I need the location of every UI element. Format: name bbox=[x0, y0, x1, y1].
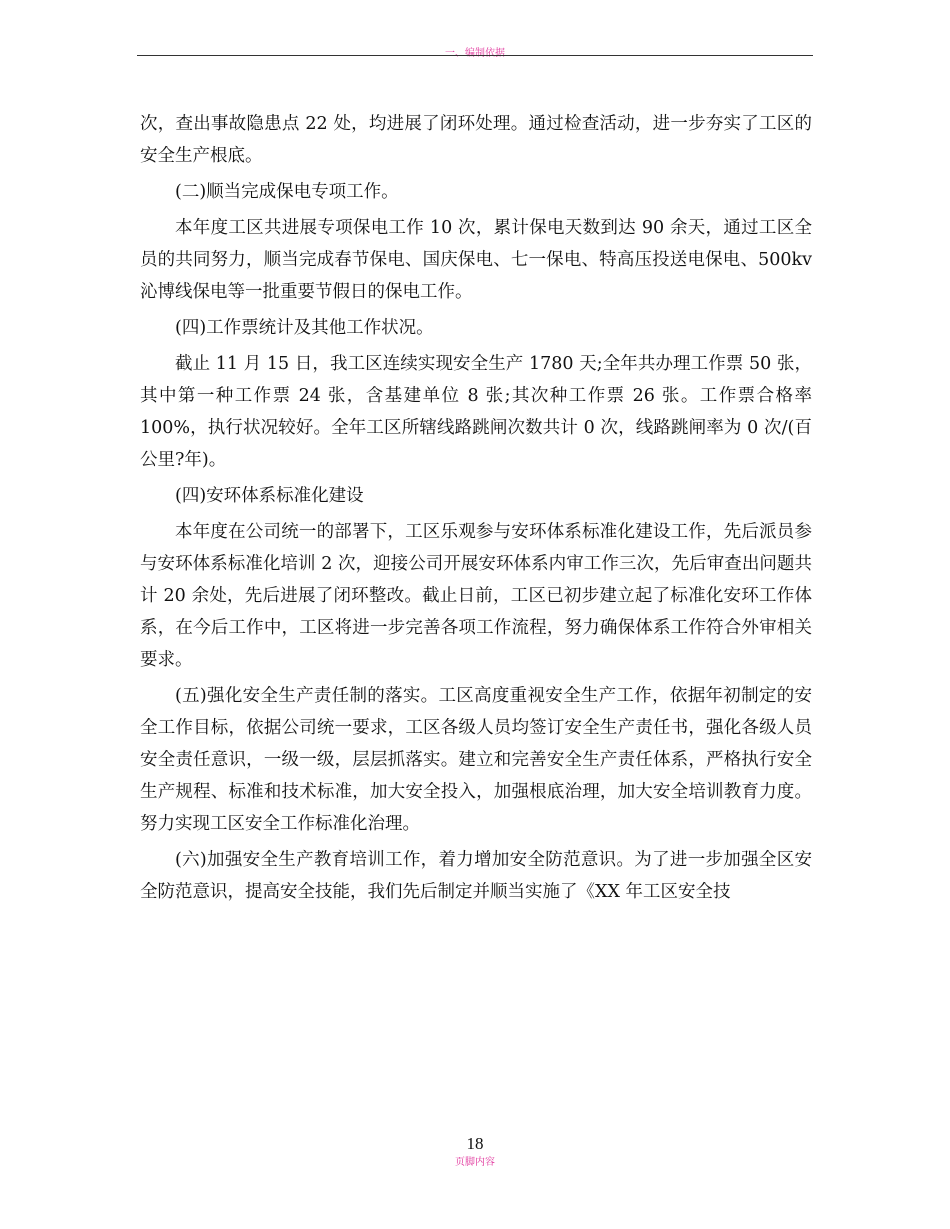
paragraph-responsibility: (五)强化安全生产责任制的落实。工区高度重视安全生产工作，依据年初制定的安全工作目标，依据公司统一要求，工区各级人员均签订安全生产责任书，强化各级人员安全责任意识，一级一级，层层抓落实。建立和完善安全生产责任体系，严格执行安全生产规程、标准和技术标准，加大安全投入，加强根底治理，加大安全培训教育力度。努力实现工区安全工作标准化治理。 bbox=[140, 686, 812, 834]
section-heading-power-supply: (二)顺当完成保电专项工作。 bbox=[175, 182, 399, 202]
page-footer: 页脚内容 bbox=[455, 1157, 495, 1168]
page-header: 一、编制依据 bbox=[445, 48, 505, 59]
paragraph-standardization: 本年度在公司统一的部署下，工区乐观参与安环体系标准化建设工作，先后派员参与安环体系标准化培训 2 次，迎接公司开展安环体系内审工作三次，先后审查出问题共计 20 余处，先后进展了闭环整改。截止日前，工区已初步建立起了标准化安环工作体系，在今后工作中，工区将进一步完善各项工作流程，努力确保体系工作符合外审相关要求。 bbox=[140, 522, 812, 670]
paragraph-continuation: 次，查出事故隐患点 22 处，均进展了闭环处理。通过检查活动，进一步夯实了工区的安全生产根底。 bbox=[140, 114, 812, 166]
page-number: 18 bbox=[466, 1134, 484, 1153]
section-heading-work-tickets: (四)工作票统计及其他工作状况。 bbox=[175, 318, 434, 338]
paragraph-training: (六)加强安全生产教育培训工作，着力增加安全防范意识。为了进一步加强全区安全防范意识，提高安全技能，我们先后制定并顺当实施了《XX 年工区安全技 bbox=[140, 850, 812, 902]
document-body bbox=[140, 108, 812, 912]
section-heading-standardization: (四)安环体系标准化建设 bbox=[175, 486, 364, 506]
paragraph-power-supply: 本年度工区共进展专项保电工作 10 次，累计保电天数到达 90 余天，通过工区全员的共同努力，顺当完成春节保电、国庆保电、七一保电、特高压投送电保电、500kv 沁博线保电等一批重要节假日的保电工作。 bbox=[140, 218, 812, 302]
paragraph-work-tickets: 截止 11 月 15 日，我工区连续实现安全生产 1780 天;全年共办理工作票 50 张，其中第一种工作票 24 张，含基建单位 8 张;其次种工作票 26 张。工作票合格率 100%，执行状况较好。全年工区所辖线路跳闸次数共计 0 次，线路跳闸率为 0 次/(百公里?年)。 bbox=[140, 354, 812, 470]
header-rule bbox=[137, 55, 813, 56]
